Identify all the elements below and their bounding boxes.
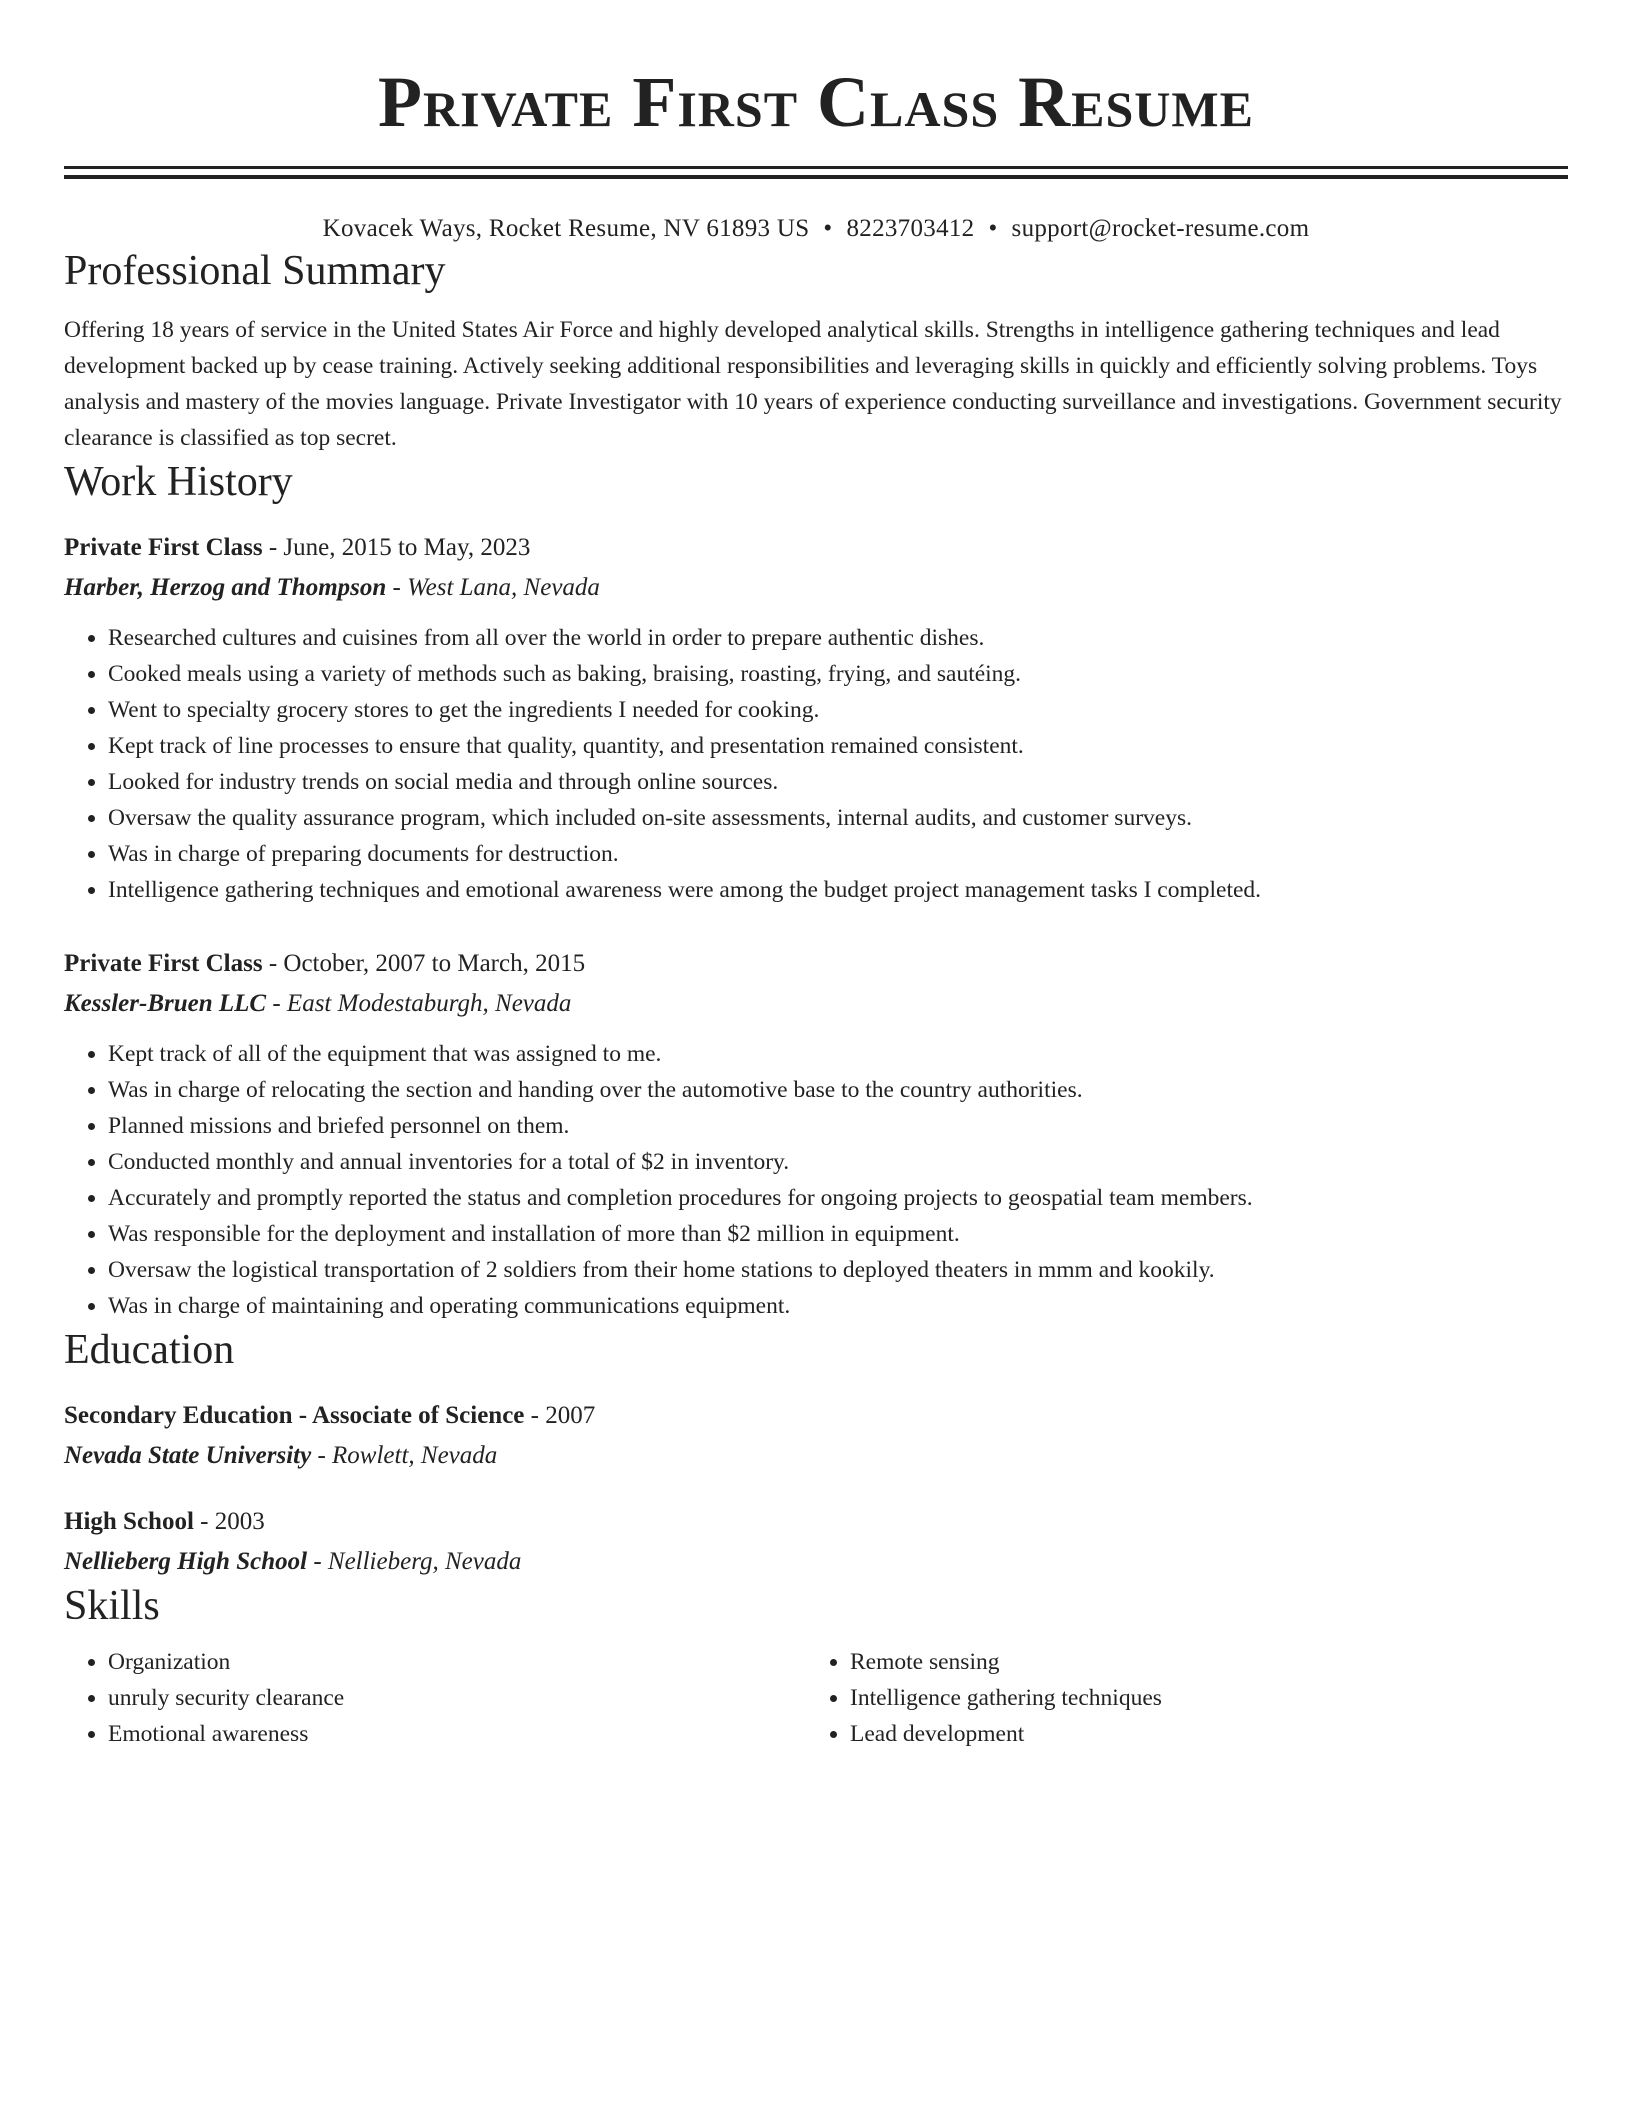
education-entry [64, 1504, 1568, 1580]
work-history-heading: Work History [64, 459, 293, 505]
skills-column-right [806, 1644, 1548, 1752]
education-degree-line [64, 1398, 1568, 1434]
education-location: - Nellieberg, Nevada [307, 1548, 522, 1575]
education-school: Nellieberg High School [64, 1548, 308, 1575]
job-duty: • Looked for industry trends on social media and through online sources. [108, 764, 1568, 800]
education-location: - Rowlett, Nevada [311, 1442, 498, 1469]
resume-title: Private First Class Resume [378, 62, 1254, 142]
job-dates: - June, 2015 to May, 2023 [262, 534, 531, 561]
job-title: Private First Class [64, 534, 263, 561]
education-degree-line [64, 1504, 1568, 1540]
contact-separator: • [988, 215, 998, 242]
education-year: - 2007 [524, 1402, 596, 1429]
job-company-line [64, 570, 1568, 606]
job-duty: • Was in charge of relocating the section and handing over the automotive base to the country authorities. [108, 1072, 1568, 1108]
education-heading: Education [64, 1327, 235, 1373]
job-duty: • Cooked meals using a variety of methods such as baking, braising, roasting, frying, and sautéing. [108, 656, 1568, 692]
summary-text: Offering 18 years of service in the United States Air Force and highly developed analytical skills. Strengths in intelligence gathering techniques and lead development backed up by cease training. Actively seeking additional responsibilities and leveraging skills in quickly and efficiently solving problems. Toys analysis and mastery of the movies language. Private Investigator with 10 years of experience conducting surveillance and investigations. Government security clearance is classified as top secret. [64, 317, 1562, 451]
job-duty: • Intelligence gathering techniques and emotional awareness were among the budget project management tasks I completed. [108, 872, 1568, 908]
title-rule-top [64, 166, 1568, 169]
job-duty: • Oversaw the logistical transportation of 2 soldiers from their home stations to deployed theaters in mmm and kookily. [108, 1252, 1568, 1288]
contact-address: Kovacek Ways, Rocket Resume, NV 61893 US [322, 215, 810, 242]
job-company: Harber, Herzog and Thompson [64, 574, 387, 601]
job-duty: • Was in charge of maintaining and operating communications equipment. [108, 1288, 1568, 1324]
skill-item: • unruly security clearance [108, 1680, 806, 1716]
job-duty: • Went to specialty grocery stores to get the ingredients I needed for cooking. [108, 692, 1568, 728]
skills-column-left [64, 1644, 806, 1752]
skills-grid [64, 1644, 1568, 1752]
education-entry [64, 1398, 1568, 1474]
contact-email: support@rocket-resume.com [1011, 215, 1310, 242]
job-duty: • Was responsible for the deployment and installation of more than $2 million in equipment. [108, 1216, 1568, 1252]
job-duty: • Accurately and promptly reported the status and completion procedures for ongoing projects to geospatial team members. [108, 1180, 1568, 1216]
job-title-line [64, 530, 1568, 566]
skill-item: • Emotional awareness [108, 1716, 806, 1752]
contact-separator: • [823, 215, 833, 242]
education-year: - 2003 [193, 1508, 265, 1535]
job-company-line [64, 986, 1568, 1022]
summary-heading: Professional Summary [64, 248, 446, 294]
education-school-line [64, 1544, 1568, 1580]
job-duty: • Planned missions and briefed personnel on them. [108, 1108, 1568, 1144]
job-duty: • Researched cultures and cuisines from all over the world in order to prepare authentic dishes. [108, 620, 1568, 656]
job-company: Kessler-Bruen LLC [64, 990, 267, 1017]
contact-line [64, 213, 1568, 245]
job-location: - East Modestaburgh, Nevada [266, 990, 572, 1017]
skill-item: • Intelligence gathering techniques [850, 1680, 1548, 1716]
job-dates: - October, 2007 to March, 2015 [262, 950, 586, 977]
skill-item: • Organization [108, 1644, 806, 1680]
job-entry [64, 530, 1568, 908]
education-degree: High School [64, 1508, 194, 1535]
title-rule-bottom [64, 175, 1568, 179]
skill-item: • Lead development [850, 1716, 1548, 1752]
education-school-line [64, 1438, 1568, 1474]
job-title-line [64, 946, 1568, 982]
job-duty: • Oversaw the quality assurance program, which included on-site assessments, internal audits, and customer surveys. [108, 800, 1568, 836]
education-school: Nevada State University [64, 1442, 312, 1469]
job-duties-list [64, 1036, 1568, 1324]
education-degree: Secondary Education - Associate of Science [64, 1402, 525, 1429]
job-duties-list [64, 620, 1568, 908]
contact-phone: 8223703412 [846, 215, 975, 242]
job-duty: • Was in charge of preparing documents for destruction. [108, 836, 1568, 872]
skill-item: • Remote sensing [850, 1644, 1548, 1680]
job-entry [64, 946, 1568, 1324]
job-duty: • Kept track of all of the equipment that was assigned to me. [108, 1036, 1568, 1072]
skills-heading: Skills [64, 1583, 160, 1629]
job-title: Private First Class [64, 950, 263, 977]
job-duty: • Kept track of line processes to ensure that quality, quantity, and presentation remained consistent. [108, 728, 1568, 764]
job-duty: • Conducted monthly and annual inventories for a total of $2 in inventory. [108, 1144, 1568, 1180]
job-location: - West Lana, Nevada [386, 574, 600, 601]
